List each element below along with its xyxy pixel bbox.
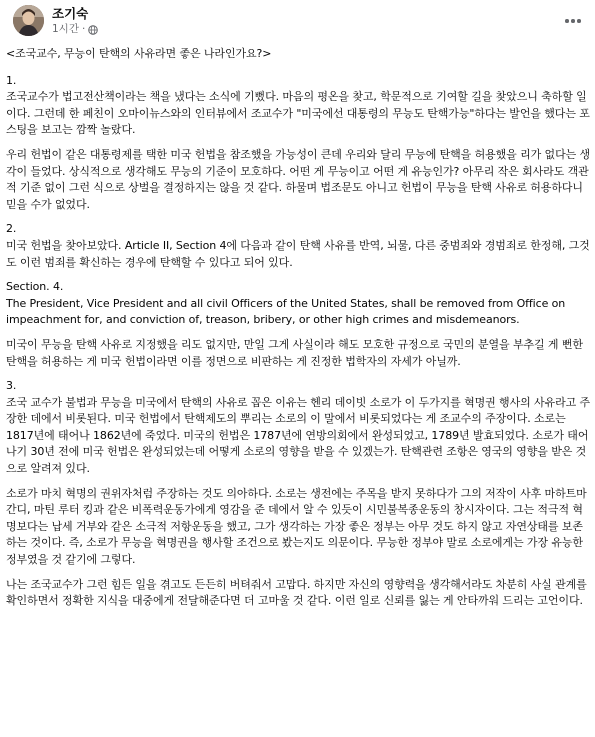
paragraph: 소로가 마치 혁명의 권위자처럼 주장하는 것도 의아하다. 소로는 생전에는 주목을 받지 못하다가 그의 저작이 사후 마하트마 간디, 마틴 루터 킹과 같은 비폭력운동가에게 영감을 준 데에서 알 수 있듯이 시민불복종운동의 창시자이다. 그는 적극적 혁명보다는 납세 거부와 같은 소극적 저항운동을 했고, 그가 생각하는 가장 좋은 정부는 아무 것도 하지 않고 자연상태를 보존하는 것이다. 즉, 소로가 무능을 혁명권을 행사할 조건으로 봤는지도 의문이다. 무능한 정부야 말로 소로에게는 가장 유능한 정부였을 것 같기에 그렇다. [6,486,587,567]
post-time[interactable]: 1시간 [52,23,79,35]
constitution-section-label: Section. 4. [6,280,64,294]
paragraph: 미국이 무능을 탄핵 사유로 지정했을 리도 없지만, 만일 그게 사실이라 해도 모호한 규정으로 국민의 분열을 부추길 게 뻔한 탄핵을 허용하는 게 미국 헌법이라면 이를 정면으로 비판하는 게 진정한 법학자의 자세가 아닐까. [6,337,583,368]
author-name[interactable]: 조기숙 [52,6,89,21]
profile-photo [13,5,44,36]
more-dot [571,19,575,23]
more-dot [577,19,581,23]
section-number: 3. [6,379,17,393]
post-body [6,46,592,610]
post-meta [52,23,98,36]
avatar[interactable] [13,5,44,36]
constitution-quote: The President, Vice President and all civil Officers of the United States, shall be removed from Office on impeachment for, and conviction of, treason, bribery, or other high crimes and misdemeanors. [6,296,566,327]
globe-icon [88,25,98,35]
more-options-button[interactable] [560,8,586,34]
more-dot [565,19,569,23]
paragraph: 미국 헌법을 찾아보았다. Article II, Section 4에 다음과 같이 탄핵 사유를 반역, 뇌물, 다른 중범죄와 경범죄로 한정해, 그것도 이런 범죄를 확신하는 경우에 탄핵할 수 있다고 되어 있다. [6,238,590,269]
section-number: 2. [6,222,17,236]
paragraph: 조국교수가 법고전산책이라는 책을 냈다는 소식에 기뻤다. 마음의 평온을 찾고, 학문적으로 기여할 길을 찾았으니 축하할 일이다. 그런데 한 페친이 오마이뉴스와의 인터뷰에서 조교수가 "미국에선 대통령의 무능도 탄핵가능"하다는 발언을 했다는 포스팅을 보고는 깜짝 놀랐다. [6,90,590,137]
paragraph: 우리 헌법이 같은 대통령제를 택한 미국 헌법을 참조했을 가능성이 큰데 우리와 달리 무능에 탄핵을 허용했을 리가 없다는 생각이 들었다. 상식적으로 생각해도 무능의 기준이 모호하다. 어떤 게 무능이고 어떤 게 유능인가? 아무리 작은 회사라도 객관적 기준 없이 그런 식으로 상벌을 결정하지는 않을 것 같다. 하물며 법조문도 아니고 헌법이 무능을 탄핵 사유로 허용하다니 믿을 수가 없었다. [6,147,591,211]
separator-dot: · [81,23,86,35]
post-title: <조국교수, 무능이 탄핵의 사유라면 좋은 나라인가요?> [6,47,272,60]
paragraph: 조국 교수가 불법과 무능을 미국에서 탄핵의 사유로 꼽은 이유는 헨리 데이빗 소로가 이 두가지를 혁명권 행사의 사유라고 주장한 데에서 비롯된다. 미국 헌법에서 탄핵제도의 뿌리는 소로의 이 말에서 비롯되었다는 게 조교수의 주장이다. 소로는 1817년에 태어나 1862년에 죽었다. 미국의 헌법은 1787년에 연방의회에서 완성되었고, 1789년 발효되었다. 소로가 태어나기 30년 전에 미국 헌법은 완성되었는데 어떻게 소로의 영향을 받을 수 있겠는가. 탄핵관련 조항은 영국의 영향을 받은 것으로 알려져 있다. [6,395,591,476]
post-header [0,0,595,42]
paragraph: 나는 조국교수가 그런 힘든 일을 겪고도 든든히 버텨줘서 고맙다. 하지만 자신의 영향력을 생각해서라도 차분히 사실 관계를 확인하면서 정확한 지식을 대중에게 전달해준다면 더 고마울 것 같다. 이런 일로 신뢰를 잃는 게 안타까워 드리는 고언이다. [6,577,587,608]
section-number: 1. [6,73,17,87]
